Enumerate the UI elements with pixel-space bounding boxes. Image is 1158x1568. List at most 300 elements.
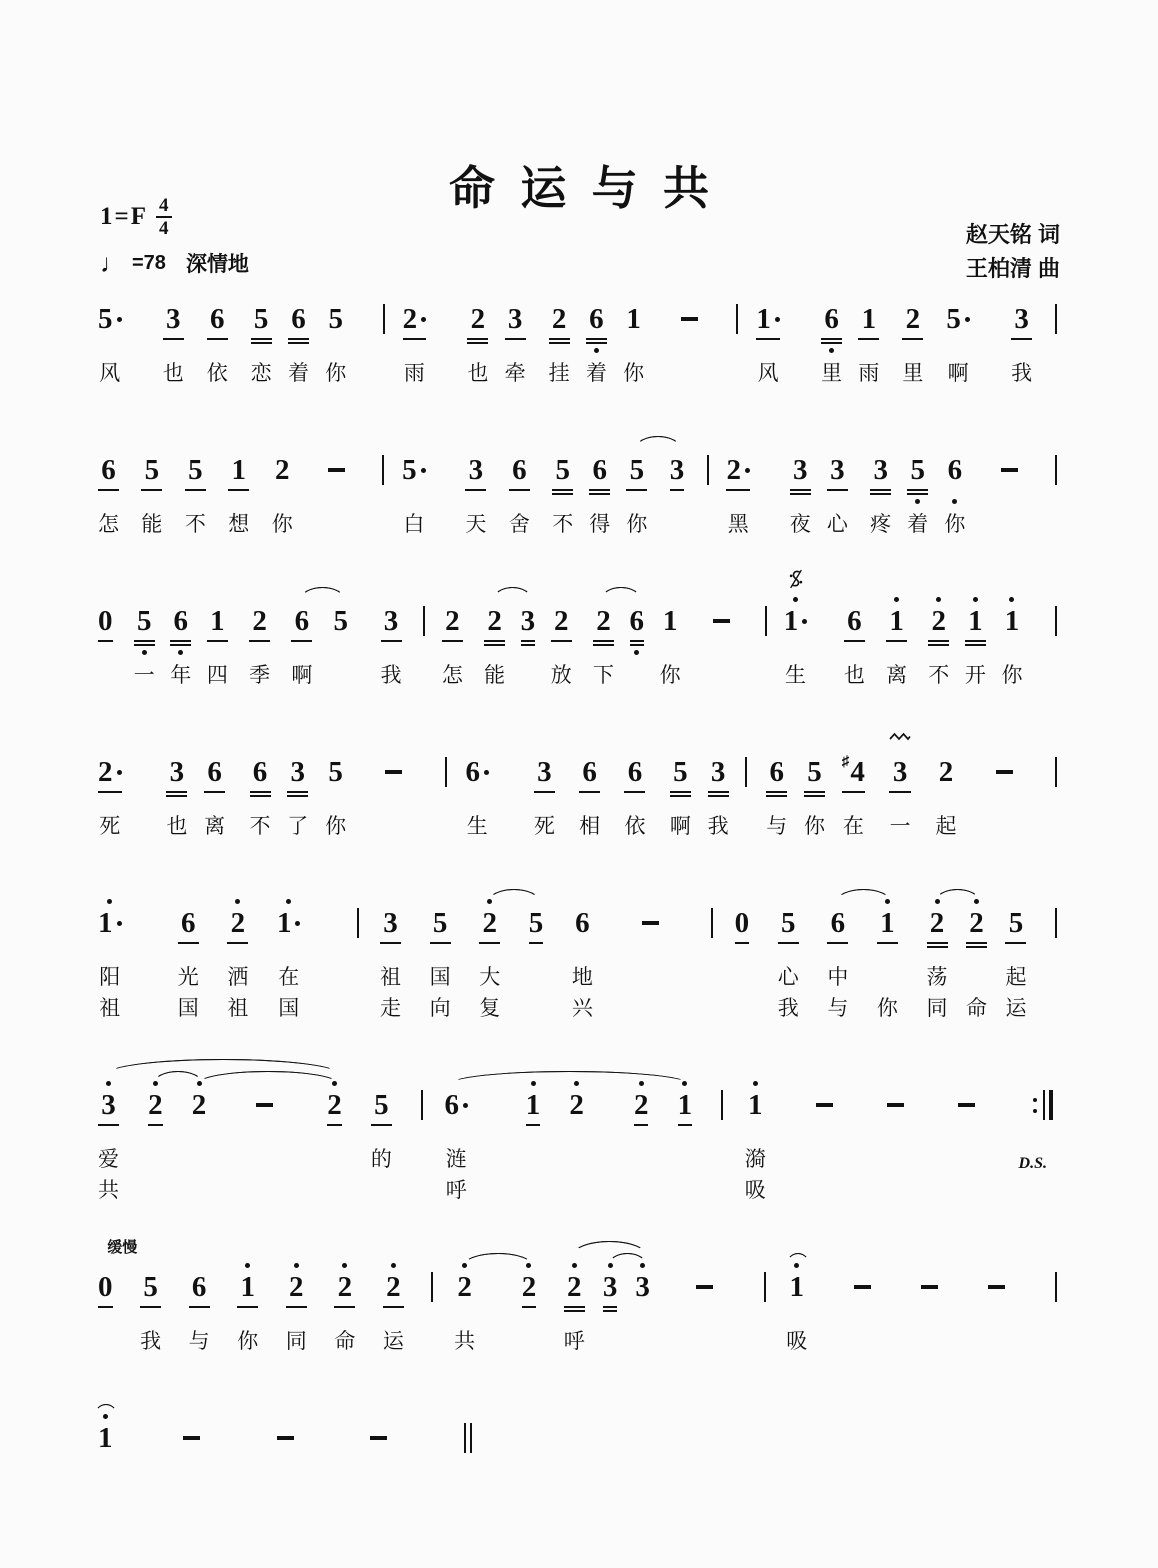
beam-zone (423, 638, 425, 649)
lyric-syllable: 能 (141, 513, 163, 536)
spacer (122, 423, 138, 424)
note-digit: 2 (191, 1089, 207, 1121)
note-token (160, 272, 187, 387)
note-zone (98, 604, 113, 638)
beam-zone (936, 789, 957, 800)
lyric-syllable: 国 (429, 966, 451, 989)
note-digit: 6 (209, 303, 225, 335)
beam-line (189, 1306, 210, 1308)
note-zone (567, 1270, 582, 1304)
note-token (224, 876, 251, 1022)
lyric-syllable: 里 (821, 362, 843, 385)
note-digit: 3 (290, 756, 306, 788)
beam-zone (141, 487, 162, 498)
note-token (442, 1058, 472, 1204)
beam-line (442, 640, 463, 642)
note-token (627, 574, 648, 689)
note-token (531, 725, 558, 840)
note-token (924, 876, 951, 1022)
note-digit: 1 (677, 1089, 693, 1121)
spacer (213, 1240, 235, 1241)
note-digit: 5 (946, 303, 961, 335)
lyric-syllable (1018, 1142, 1057, 1173)
spacer (617, 574, 627, 575)
beam-zone (445, 789, 447, 800)
spacer (315, 574, 330, 575)
barline-glyph (431, 1270, 433, 1304)
note-digit: 2 (230, 907, 246, 939)
lyric-syllable: 你 (271, 513, 293, 536)
barline-glyph (764, 1270, 766, 1304)
note-digit: 6 (629, 605, 645, 637)
beam-line (1005, 942, 1026, 944)
beam-line (735, 942, 750, 944)
note-zone (402, 453, 426, 487)
beam-line (228, 489, 249, 491)
beam-line (564, 1310, 585, 1312)
note-digit: 3 (537, 756, 552, 788)
beam-zone (726, 487, 750, 498)
high-octave-dot (973, 597, 978, 602)
note-zone (628, 755, 643, 789)
note-digit: 5 (98, 303, 113, 335)
high-octave-dot (197, 1081, 202, 1086)
note-zone (253, 755, 268, 789)
note-zone (445, 755, 447, 789)
spacer (901, 876, 924, 877)
beam-line (766, 791, 787, 793)
lyric-syllable: 我 (380, 664, 402, 687)
lyric-syllable: 雨 (858, 362, 880, 385)
lyric-syllable: 在 (278, 966, 300, 989)
duration-dash (813, 1058, 836, 1204)
beam-zone (430, 940, 451, 951)
beam-line (134, 644, 155, 646)
spacer (716, 876, 731, 877)
beam-zone (277, 1455, 294, 1466)
note-digit: 5 (328, 756, 343, 788)
beam-line (534, 791, 555, 793)
note-digit: 3 (383, 605, 399, 637)
note-digit: 3 (383, 907, 398, 939)
composer-credit: 王柏清 曲 (965, 256, 1060, 282)
duration-dash-glyph (958, 1103, 975, 1107)
lyric-syllable: 心 (826, 513, 848, 536)
note-token (839, 725, 868, 840)
lyric-syllable: 依 (206, 362, 228, 385)
augmentation-dot (775, 317, 780, 322)
high-octave-dot (153, 1081, 158, 1086)
beam-line (141, 489, 162, 491)
note-zone (807, 755, 822, 789)
note-token (783, 1240, 810, 1355)
beam-zone (98, 940, 122, 951)
beam-zone (534, 789, 555, 800)
note-digit: 3 (892, 756, 908, 788)
lyric-syllable-verse2: 国 (278, 997, 300, 1020)
octave-dot-zone (973, 590, 978, 604)
note-digit: 3 (635, 1271, 650, 1303)
lyric-syllable: 啊 (947, 362, 969, 385)
beam-zone (288, 336, 309, 347)
beam-line (634, 1124, 649, 1126)
lyric-syllable: 挂 (548, 362, 570, 385)
beam-line (965, 640, 986, 642)
note-token (284, 725, 311, 840)
low-octave-dot (915, 499, 920, 504)
lyric-syllable: 恋 (250, 362, 272, 385)
spacer (297, 1391, 368, 1392)
beam-zone (889, 789, 911, 800)
lyric-syllable: 死 (99, 815, 121, 838)
note-token (523, 1058, 544, 1204)
note-zone (726, 453, 750, 487)
note-token (943, 272, 973, 387)
spacer (769, 1240, 784, 1241)
spacer (539, 1240, 561, 1241)
beam-line (756, 338, 780, 340)
note-digit: 2 (596, 605, 611, 637)
barline-glyph (1055, 755, 1057, 789)
spacer (613, 423, 623, 424)
beam-zone (189, 1304, 210, 1315)
note-digit: 3 (669, 454, 685, 486)
beam-line (207, 640, 228, 642)
note-zone (713, 604, 730, 638)
barline-glyph (1055, 906, 1057, 940)
duration-dash (993, 725, 1016, 840)
note-zone (385, 755, 402, 789)
beam-line (166, 791, 187, 793)
duration-dash-glyph (854, 1285, 871, 1289)
duration-dash (998, 423, 1021, 538)
high-octave-dot (107, 899, 112, 904)
beam-zone (721, 1122, 723, 1133)
beam-zone (778, 940, 799, 951)
duration-dash (985, 1240, 1008, 1355)
note-digit: 0 (734, 907, 750, 939)
lyric-syllable: 你 (237, 1330, 259, 1353)
lyric-syllable: 你 (623, 362, 645, 385)
note-token (590, 574, 617, 689)
spacer (914, 725, 932, 726)
note-digit: 2 (148, 1089, 163, 1121)
note-token (246, 574, 273, 689)
spacer (651, 1058, 674, 1059)
note-token (824, 423, 851, 538)
lyric-syllable: 运 (382, 1330, 404, 1353)
lyric-syllable: 荡 (926, 966, 948, 989)
note-zone (681, 302, 698, 336)
beam-line (842, 791, 865, 793)
note-zone (386, 1270, 401, 1304)
note-token (439, 574, 466, 689)
duration-dash-glyph (988, 1285, 1005, 1289)
lyric-syllable: 一 (133, 664, 155, 687)
beam-line (907, 489, 928, 491)
note-digit: 2 (98, 756, 113, 788)
spacer (576, 423, 586, 424)
low-octave-dot-zone (178, 649, 183, 658)
lyric-syllable: 你 (1001, 664, 1023, 687)
beam-line (965, 644, 986, 646)
beam-zone (593, 638, 614, 649)
lyric-syllable-verse2: 与 (827, 997, 849, 1020)
beam-line (288, 342, 309, 344)
beam-zone (735, 940, 750, 951)
spacer (868, 725, 886, 726)
note-token (204, 574, 231, 689)
spacer (783, 272, 818, 273)
beam-zone (996, 789, 1013, 800)
note-zone (445, 1088, 469, 1122)
spacer (989, 574, 999, 575)
octave-dot-zone (640, 1256, 645, 1270)
beam-zone (237, 1304, 258, 1315)
note-digit: 5 (780, 907, 796, 939)
lyric-syllable: 生 (466, 815, 488, 838)
lyric-syllable: 共 (454, 1330, 476, 1353)
beam-line (586, 338, 607, 340)
beam-zone (178, 940, 199, 951)
beam-line (291, 640, 312, 642)
note-token (247, 725, 274, 840)
augmentation-dot (965, 317, 970, 322)
lyric-syllable: 下 (592, 664, 614, 687)
note-token (331, 574, 352, 689)
score-line (95, 1240, 1060, 1355)
beam-line (334, 1306, 355, 1308)
beam-line (766, 795, 787, 797)
beam-line (870, 493, 891, 495)
spacer (303, 876, 353, 877)
high-octave-dot (235, 899, 240, 904)
note-token (561, 1240, 588, 1355)
augmentation-dot (421, 317, 426, 322)
note-token (963, 876, 990, 1022)
beam-line (380, 942, 401, 944)
octave-dot-zone (572, 1256, 577, 1270)
beam-zone (163, 336, 184, 347)
barline (762, 574, 770, 689)
note-zone (948, 453, 963, 487)
lyric-syllable: 也 (843, 664, 865, 687)
beam-zone (170, 638, 191, 649)
note-token (867, 423, 894, 538)
note-token (675, 1058, 696, 1204)
note-token (775, 876, 802, 1022)
spacer (588, 1240, 600, 1241)
beam-zone (603, 1304, 618, 1315)
beam-zone (887, 1122, 904, 1133)
lyric-syllable: 你 (325, 362, 347, 385)
beam-zone (529, 940, 544, 951)
lyric-syllable: 的 (370, 1148, 392, 1171)
beam-line (178, 942, 199, 944)
lyric-syllable: 啊 (291, 664, 313, 687)
beam-zone (765, 638, 767, 649)
beam-zone (681, 336, 698, 347)
beam-zone (1011, 336, 1032, 347)
bar-thin-line (1055, 757, 1057, 787)
octave-dot-zone (894, 590, 899, 604)
note-zone (192, 1270, 207, 1304)
bar-thin-line (357, 908, 359, 938)
lyric-syllable: 啊 (669, 815, 691, 838)
duration-dash (710, 574, 733, 689)
octave-dot-zone (106, 1074, 111, 1088)
beam-zone (134, 638, 155, 649)
note-zone (756, 302, 780, 336)
high-octave-dot (103, 1414, 108, 1419)
barline-glyph (765, 604, 767, 638)
note-zone (946, 302, 970, 336)
spacer (868, 574, 883, 575)
barline-glyph (711, 906, 713, 940)
beam-zone (745, 789, 747, 800)
note-digit: 6 (947, 454, 963, 486)
augmentation-dot (117, 921, 122, 926)
mordent-icon (889, 732, 911, 741)
note-token (787, 423, 814, 538)
note-zone (735, 906, 750, 940)
duration-dash-glyph (696, 1285, 713, 1289)
beam-line (185, 489, 206, 491)
beam-zone (1001, 638, 1022, 649)
note-zone (996, 755, 1013, 789)
high-octave-dot (106, 1081, 111, 1086)
spacer (753, 423, 787, 424)
note-token (566, 1058, 587, 1204)
spacer (508, 574, 518, 575)
barline-glyph (721, 1088, 723, 1122)
spacer (478, 1240, 519, 1241)
duration-dash (851, 1240, 874, 1355)
spacer (187, 272, 204, 273)
note-zone (635, 1270, 650, 1304)
beam-zone (623, 336, 644, 347)
spacer (390, 1391, 461, 1392)
low-octave-dot (142, 650, 147, 655)
lyric-syllable: 风 (99, 362, 121, 385)
low-octave-dot (634, 650, 639, 655)
note-token (925, 574, 952, 689)
note-zone (423, 604, 425, 638)
barline-glyph (382, 453, 384, 487)
beam-zone (1055, 336, 1057, 347)
beam-line (966, 942, 987, 944)
note-token (631, 1058, 652, 1204)
time-signature-numerator: 4 (156, 196, 172, 218)
beam-zone (1029, 1122, 1057, 1133)
duration-dash-glyph (183, 1436, 200, 1440)
lyric-syllable: 死 (533, 815, 555, 838)
lyric-syllable-verse2: 复 (479, 997, 501, 1020)
augmentation-dot (745, 468, 750, 473)
repeat-dots (1033, 1098, 1037, 1113)
score-line (95, 1391, 475, 1506)
bar-thin-line (764, 1272, 766, 1302)
duration-dash-glyph (370, 1436, 387, 1440)
note-token (204, 272, 231, 387)
beam-line (383, 1306, 404, 1308)
beam-zone (445, 1122, 469, 1133)
note-zone (721, 1088, 723, 1122)
beam-zone (454, 1304, 475, 1315)
note-token (620, 272, 647, 387)
beam-line (134, 640, 155, 642)
spacer (209, 1058, 253, 1059)
note-digit: 6 (101, 454, 116, 486)
lyric-syllable: 你 (659, 664, 681, 687)
note-token (137, 1240, 164, 1355)
beam-zone (277, 940, 301, 951)
octave-dot-zone (935, 892, 940, 906)
spacer (910, 574, 925, 575)
beam-zone (589, 487, 610, 498)
spacer (405, 574, 420, 575)
note-digit: 1 (231, 454, 247, 486)
beam-zone (421, 1122, 423, 1133)
octave-dot-zone (153, 1074, 158, 1088)
spacer (990, 876, 1002, 877)
beam-zone (886, 638, 907, 649)
spacer (358, 1240, 380, 1241)
spacer (538, 574, 548, 575)
note-zone (630, 604, 645, 638)
beam-zone (766, 789, 787, 800)
beam-line (827, 489, 848, 491)
song-title: 命运与共 (449, 163, 735, 214)
note-digit: 1 (276, 907, 292, 939)
note-token (841, 574, 868, 689)
beam-zone (526, 1122, 541, 1133)
lyric-syllable: 得 (589, 513, 611, 536)
barline (428, 1240, 436, 1355)
lyric-syllable: 吸 (786, 1330, 808, 1353)
note-digit: 2 (289, 1271, 304, 1303)
beam-zone (328, 487, 345, 498)
note-digit: 2 (931, 605, 947, 637)
beam-zone (325, 336, 346, 347)
beam-line (593, 644, 614, 646)
spacer (395, 1058, 418, 1059)
beam-line (98, 791, 122, 793)
lyric-syllable: 不 (552, 513, 574, 536)
beam-zone (921, 1304, 938, 1315)
duration-dash (382, 725, 405, 840)
beam-line (529, 942, 544, 944)
beam-line (237, 1306, 258, 1308)
note-zone (275, 453, 290, 487)
spacer (701, 272, 734, 273)
note-zone (784, 604, 808, 638)
high-octave-dot (608, 1263, 613, 1268)
lyric-syllable: 也 (467, 362, 489, 385)
beam-line (552, 493, 573, 495)
note-token (576, 725, 603, 840)
low-octave-dot (829, 348, 834, 353)
note-digit: 0 (98, 605, 113, 637)
score-line (95, 876, 1060, 1022)
octave-dot-zone (974, 892, 979, 906)
beam-zone (382, 487, 384, 498)
note-zone (252, 604, 267, 638)
beam-line (821, 338, 842, 340)
note-zone (575, 906, 590, 940)
spacer (533, 423, 549, 424)
beam-zone (402, 487, 426, 498)
